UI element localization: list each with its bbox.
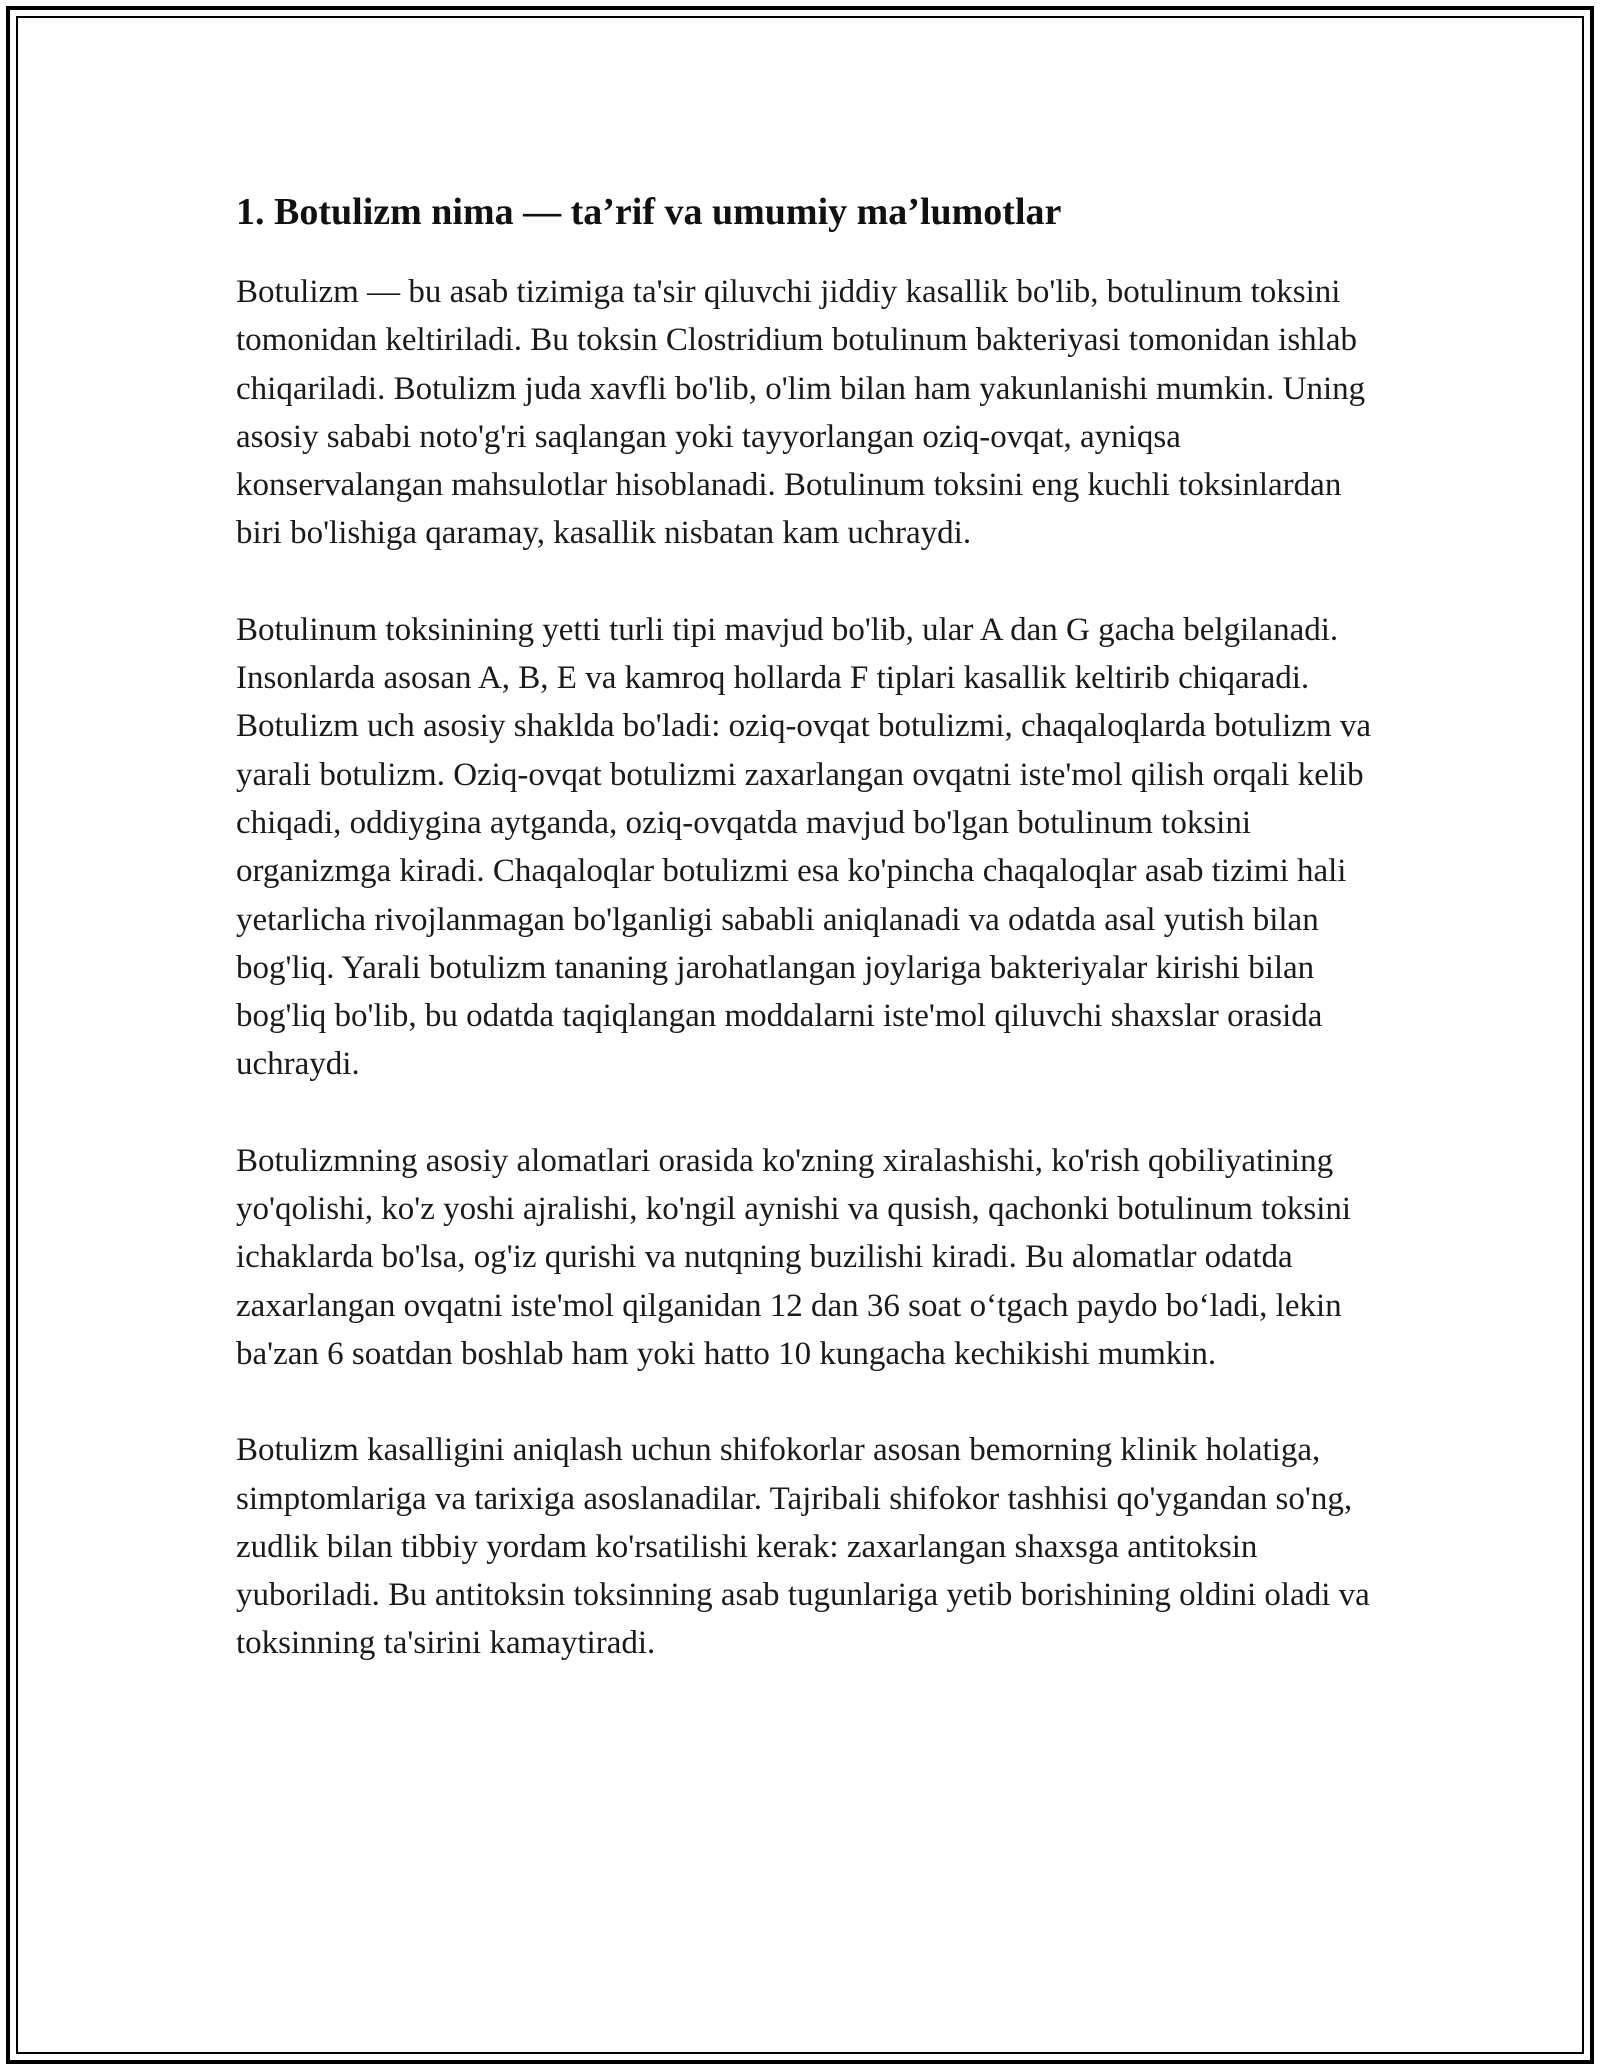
paragraph-definition: Botulizm — bu asab tizimiga ta'sir qiluvchi jiddiy kasallik bo'lib, botulinum toksini tomonidan keltiriladi. Bu toksin Clostridium botulinum bakteriyasi tomonidan ishlab chiqariladi. Botulizm juda xavfli bo'lib, o'lim bilan ham yakunlanishi mumkin. Uning asosiy sababi noto'g'ri saqlangan yoki tayyorlangan oziq-ovqat, ayniqsa konservalangan mahsulotlar hisoblanadi. Botulinum toksini eng kuchli toksinlardan biri bo'lishiga qaramay, kasallik nisbatan kam uchraydi. bbox=[236, 274, 1366, 552]
paragraph-diagnosis: Botulizm kasalligini aniqlash uchun shifokorlar asosan bemorning klinik holatiga, simptomlariga va tarixiga asoslanadilar. Tajribali shifokor tashhisi qo'ygandan so'ng, zudlik bilan tibbiy yordam ko'rsatilishi kerak: zaxarlangan shaxsga antitoksin yuboriladi. Bu antitoksin toksinning asab tugunlariga yetib borishining oldini oladi va toksinning ta'sirini kamaytiradi. bbox=[236, 1432, 1370, 1662]
paragraph-symptoms: Botulizmning asosiy alomatlari orasida ko'zning xiralashishi, ko'rish qobiliyatining yo'qolishi, ko'z yoshi ajralishi, ko'ngil aynishi va qusish, qachonki botulinum toksini ichaklarda bo'lsa, og'iz qurishi va nutqning buzilishi kiradi. Bu alomatlar odatda zaxarlangan ovqatni iste'mol qilganidan 12 dan 36 soat o‘tgach paydo bo‘ladi, lekin ba'zan 6 soatdan boshlab ham yoki hatto 10 kungacha kechikishi mumkin. bbox=[236, 1142, 1352, 1372]
paragraph-toxin-types: Botulinum toksinining yetti turli tipi mavjud bo'lib, ular A dan G gacha belgilanadi. Insonlarda asosan A, B, E va kamroq hollarda F tiplari kasallik keltirib chiqaradi. Botulizm uch asosiy shaklda bo'ladi: oziq-ovqat botulizmi, chaqaloqlarda botulizm va yarali botulizm. Oziq-ovqat botulizmi zaxarlangan ovqatni iste'mol qilish orqali kelib chiqadi, oddiygina aytganda, oziq-ovqatda mavjud bo'lgan botulinum toksini organizmga kiradi. Chaqaloqlar botulizmi esa ko'pincha chaqaloqlar asab tizimi hali yetarlicha rivojlanmagan bo'lganligi sababli aniqlanadi va odatda asal yutish bilan bog'liq. Yarali botulizm tananing jarohatlangan joylariga bakteriyalar kirishi bilan bog'liq bo'lib, bu odatda taqiqlangan moddalarni iste'mol qiluvchi shaxslar orasida uchraydi. bbox=[236, 611, 1372, 1083]
section-title: 1. Botulizm nima — ta’rif va umumiy ma’lumotlar bbox=[236, 191, 1062, 233]
document-body bbox=[236, 188, 1376, 1716]
